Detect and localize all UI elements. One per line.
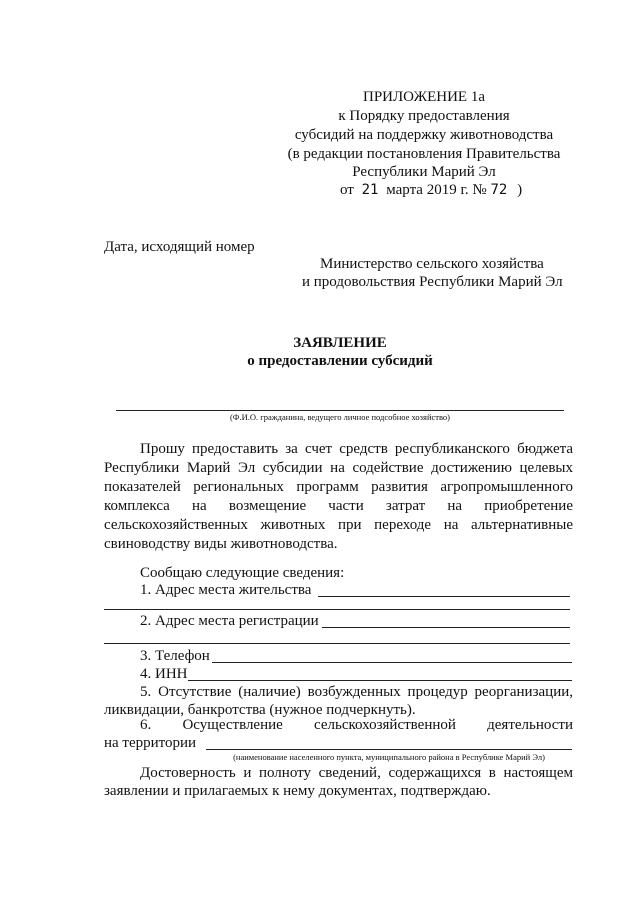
body-line-6: свиноводству виды животноводства. [104,536,338,552]
date-month-year: марта 2019 г. № [386,182,487,198]
date-day: 21 [361,182,379,198]
residence-address-field[interactable] [318,596,570,597]
fio-underline [116,410,564,411]
body-line-2: Республики Марий Эл субсидии на содействие достижению целевых [104,460,573,476]
item5-line-1: 5. Отсутствие (наличие) возбужденных процедур реорганизации, [140,684,573,700]
decree-number: 72 [490,182,508,198]
registration-address-label: 2. Адрес места регистрации [140,613,319,629]
body-line-1: Прошу предоставить за счет средств республиканского бюджета [140,441,573,457]
body-line-3: показателей региональных программ развития агропромышленного [104,479,573,495]
residence-address-field-cont[interactable] [104,609,570,610]
item6-line-2: на территории [104,735,197,751]
info-intro: Сообщаю следующие сведения: [140,565,345,581]
closing-line-1: Достоверность и полноту сведений, содержащихся в настоящем [140,765,573,781]
body-line-4: комплекса на возмещение части затрат на приобретение [104,498,573,514]
appendix-line-4: (в редакции постановления Правительства [287,146,561,162]
residence-address-label: 1. Адрес места жительства [140,582,312,598]
item5-line-2: ликвидации, банкротства (нужное подчеркнуть). [104,702,416,718]
date-prefix: от [340,182,354,198]
territory-field[interactable] [206,749,572,750]
date-close: ) [517,182,523,198]
addressee-line-2: и продовольствия Республики Марий Эл [302,274,563,290]
inn-field[interactable] [188,680,572,681]
date-outgoing-number-label: Дата, исходящий номер [104,239,255,255]
closing-line-2: заявлении и прилагаемых к нему документах, подтверждаю. [104,783,491,799]
phone-field[interactable] [212,662,572,663]
appendix-date-line [340,181,522,199]
appendix-line-3: субсидий на поддержку животноводства [294,127,554,143]
inn-label: 4. ИНН [140,666,188,682]
appendix-line-5: Республики Марий Эл [352,164,496,180]
fio-caption: (Ф.И.О. гражданина, ведущего личное подсобное хозяйство) [229,412,451,422]
document-subtitle: о предоставлении субсидий [247,353,433,369]
appendix-line-2: к Порядку предоставления [338,108,510,124]
body-line-5: сельскохозяйственных животных при переходе на альтернативные [104,517,573,533]
registration-address-field-cont[interactable] [104,643,570,644]
phone-label: 3. Телефон [140,648,210,664]
document-title: ЗАЯВЛЕНИЕ [293,335,387,351]
registration-address-field[interactable] [322,627,570,628]
item6-line-1: 6. Осуществление сельскохозяйственной деятельности [140,717,573,733]
appendix-title: ПРИЛОЖЕНИЕ 1а [363,89,485,105]
addressee-line-1: Министерство сельского хозяйства [320,256,544,272]
territory-caption: (наименование населенного пункта, муниципального района в Республике Марий Эл) [233,752,545,762]
